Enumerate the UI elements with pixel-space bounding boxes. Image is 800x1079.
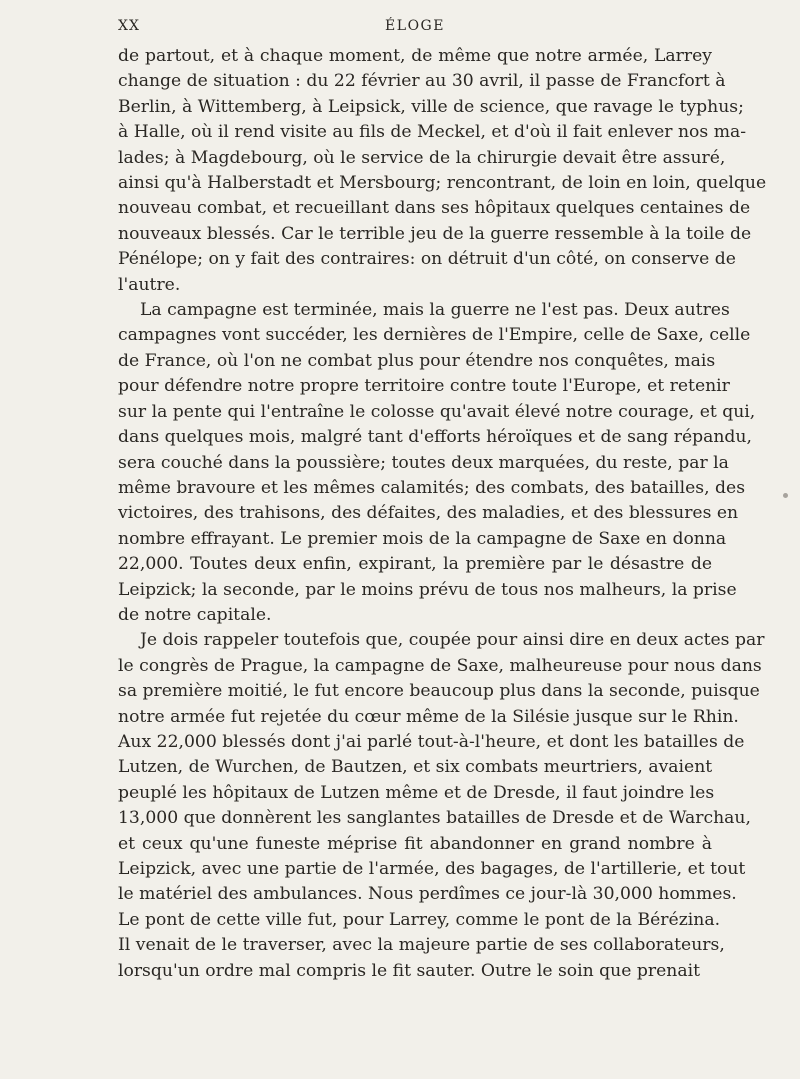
text-line: dans quelques mois, malgré tant d'efforts héroïques et de sang répandu, xyxy=(118,427,752,448)
running-head xyxy=(118,18,712,42)
text-line: lorsqu'un ordre mal compris le fit sauter. Outre le soin que prenait xyxy=(118,960,700,981)
text-line: ainsi qu'à Halberstadt et Mersbourg; rencontrant, de loin en loin, quelque xyxy=(118,173,767,194)
ink-speck xyxy=(783,493,788,498)
text-line: de France, où l'on ne combat plus pour étendre nos conquêtes, mais xyxy=(118,350,716,371)
paragraph-2 xyxy=(118,298,756,628)
text-line: notre armée fut rejetée du cœur même de la Silésie jusque sur le Rhin. xyxy=(118,706,739,727)
text-line: change de situation : du 22 février au 30 avril, il passe de Francfort à xyxy=(118,71,726,92)
text-line: de partout, et à chaque moment, de même que notre armée, Larrey xyxy=(118,46,712,66)
text-line: de notre capitale. xyxy=(118,604,272,625)
text-line: Berlin, à Wittemberg, à Leipsick, ville de science, que ravage le typhus; xyxy=(118,96,744,117)
text-line: Il venait de le traverser, avec la majeure partie de ses collaborateurs, xyxy=(118,935,725,956)
text-line: Je dois rappeler toutefois que, coupée pour ainsi dire en deux actes par xyxy=(140,630,765,651)
text-line: Leipzick, avec une partie de l'armée, des bagages, de l'artillerie, et tout xyxy=(118,859,746,879)
paragraph-1 xyxy=(118,44,767,298)
text-line: Leipzick; la seconde, par le moins prévu de tous nos malheurs, la prise xyxy=(118,579,737,600)
text-line: et ceux qu'une funeste méprise fit abandonner en grand nombre à xyxy=(118,833,712,854)
paragraph-3 xyxy=(118,628,765,984)
text-line: l'autre. xyxy=(118,274,181,295)
text-line: même bravoure et les mêmes calamités; des combats, des batailles, des xyxy=(118,477,746,498)
text-line: La campagne est terminée, mais la guerre ne l'est pas. Deux autres xyxy=(140,300,730,321)
text-line: à Halle, où il rend visite au fils de Meckel, et d'où il fait enlever nos ma- xyxy=(118,122,747,143)
text-line: nombre effrayant. Le premier mois de la campagne de Saxe en donna xyxy=(118,528,727,549)
text-line: sa première moitié, le fut encore beaucoup plus dans la seconde, puisque xyxy=(118,681,760,702)
text-line: sera couché dans la poussière; toutes deux marquées, du reste, par la xyxy=(118,452,729,473)
text-line: Lutzen, de Wurchen, de Bautzen, et six combats meurtriers, avaient xyxy=(118,757,713,778)
text-line: nouveaux blessés. Car le terrible jeu de la guerre ressemble à la toile de xyxy=(118,223,752,244)
running-title: ÉLOGE xyxy=(385,18,445,34)
text-line: peuplé les hôpitaux de Lutzen même et de Dresde, il faut joindre les xyxy=(118,782,715,803)
page-number: XX xyxy=(118,18,140,34)
text-line: Le pont de cette ville fut, pour Larrey, comme le pont de la Bérézina. xyxy=(118,909,721,930)
text-line: le congrès de Prague, la campagne de Saxe, malheureuse pour nous dans xyxy=(118,655,762,676)
text-line: nouveau combat, et recueillant dans ses hôpitaux quelques centaines de xyxy=(118,198,751,219)
text-line: le matériel des ambulances. Nous perdîmes ce jour-là 30,000 hommes. xyxy=(118,884,737,905)
text-line: lades; à Magdebourg, où le service de la chirurgie devait être assuré, xyxy=(118,147,726,168)
text-line: pour défendre notre propre territoire contre toute l'Europe, et retenir xyxy=(118,376,730,397)
text-line: sur la pente qui l'entraîne le colosse qu'avait élevé notre courage, et qui, xyxy=(118,401,756,422)
text-line: 22,000. Toutes deux enfin, expirant, la première par le désastre de xyxy=(118,554,712,575)
text-line: campagnes vont succéder, les dernières de l'Empire, celle de Saxe, celle xyxy=(118,325,751,346)
text-line: victoires, des trahisons, des défaites, des maladies, et des blessures en xyxy=(118,503,739,524)
text-line: Pénélope; on y fait des contraires: on détruit d'un côté, on conserve de xyxy=(118,249,736,270)
body-text xyxy=(118,44,767,984)
text-line: 13,000 que donnèrent les sanglantes batailles de Dresde et de Warchau, xyxy=(118,808,751,829)
text-line: Aux 22,000 blessés dont j'ai parlé tout-à-l'heure, et dont les batailles de xyxy=(118,731,745,752)
